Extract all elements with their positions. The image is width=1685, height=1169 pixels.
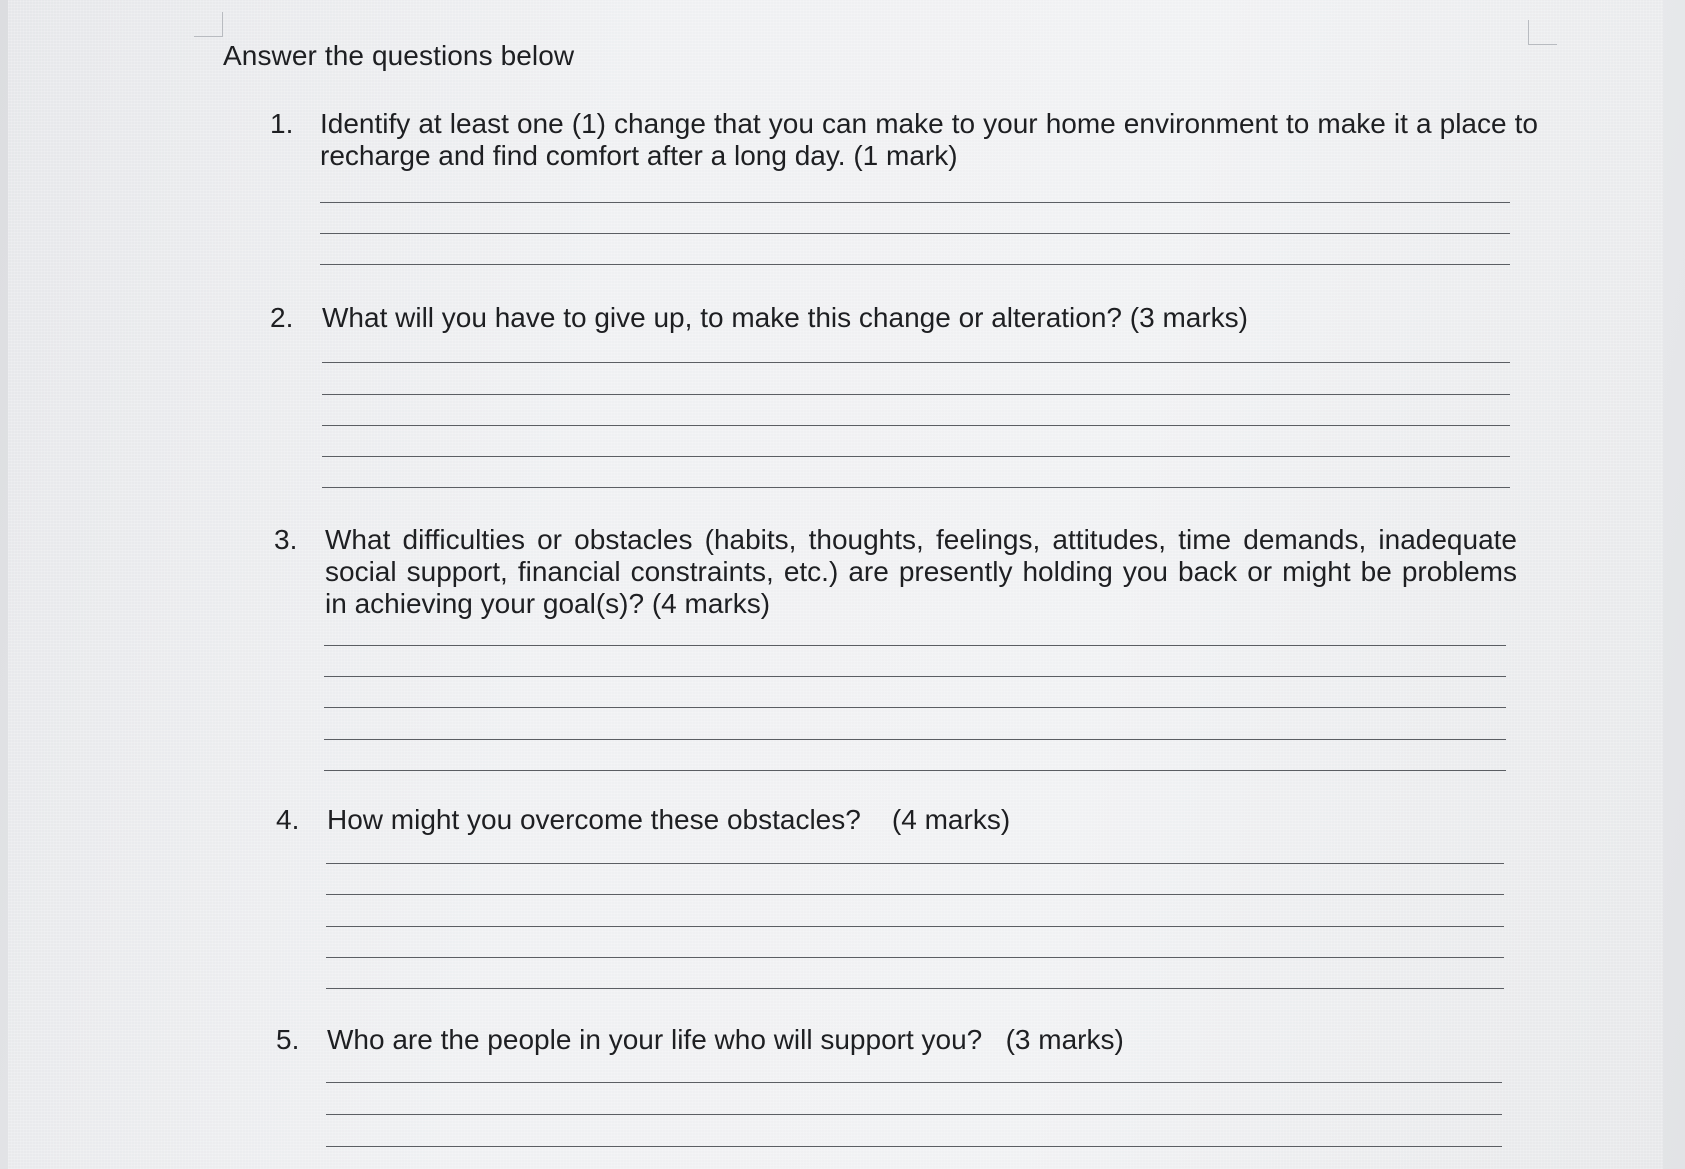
answer-line [324, 707, 1506, 708]
answer-line [320, 202, 1510, 203]
question-number: 2. [270, 302, 294, 333]
page-corner-mark-top-left [194, 12, 223, 37]
answer-line [326, 957, 1504, 958]
worksheet-page [8, 0, 1663, 1169]
answer-line [324, 739, 1506, 740]
answer-line [322, 362, 1510, 363]
question-text: What will you have to give up, to make this change or alteration? (3 marks) [322, 302, 1248, 333]
answer-line [326, 1146, 1502, 1147]
question-text: What difficulties or obstacles (habits, thoughts, feelings, attitudes, time demands, inadequate social support, financial constraints, etc.) are presently holding you back or might be problems in achieving your goal(s)? (4 marks) [325, 524, 1517, 619]
answer-line [324, 770, 1506, 771]
answer-line [326, 926, 1504, 927]
question-number: 5. [276, 1024, 300, 1055]
answer-line [324, 645, 1506, 646]
answer-line [324, 676, 1506, 677]
question-number: 3. [274, 524, 298, 555]
answer-line [322, 425, 1510, 426]
answer-line [326, 1114, 1502, 1115]
answer-line [322, 394, 1510, 395]
answer-line [322, 456, 1510, 457]
question-text: How might you overcome these obstacles? (4 marks) [327, 804, 1011, 835]
answer-line [326, 894, 1504, 895]
answer-line [326, 863, 1504, 864]
answer-line [326, 1082, 1502, 1083]
question-number: 4. [276, 804, 300, 835]
question-text: Who are the people in your life who will support you? (3 marks) [327, 1024, 1124, 1055]
answer-line [320, 264, 1510, 265]
worksheet-heading: Answer the questions below [223, 40, 575, 71]
answer-line [320, 233, 1510, 234]
question-number: 1. [270, 108, 294, 139]
page-corner-mark-top-right [1528, 20, 1557, 45]
answer-line [326, 988, 1504, 989]
answer-line [322, 487, 1510, 488]
question-text: Identify at least one (1) change that you can make to your home environment to make it a place to recharge and find comfort after a long day. (1 mark) [320, 108, 1538, 171]
